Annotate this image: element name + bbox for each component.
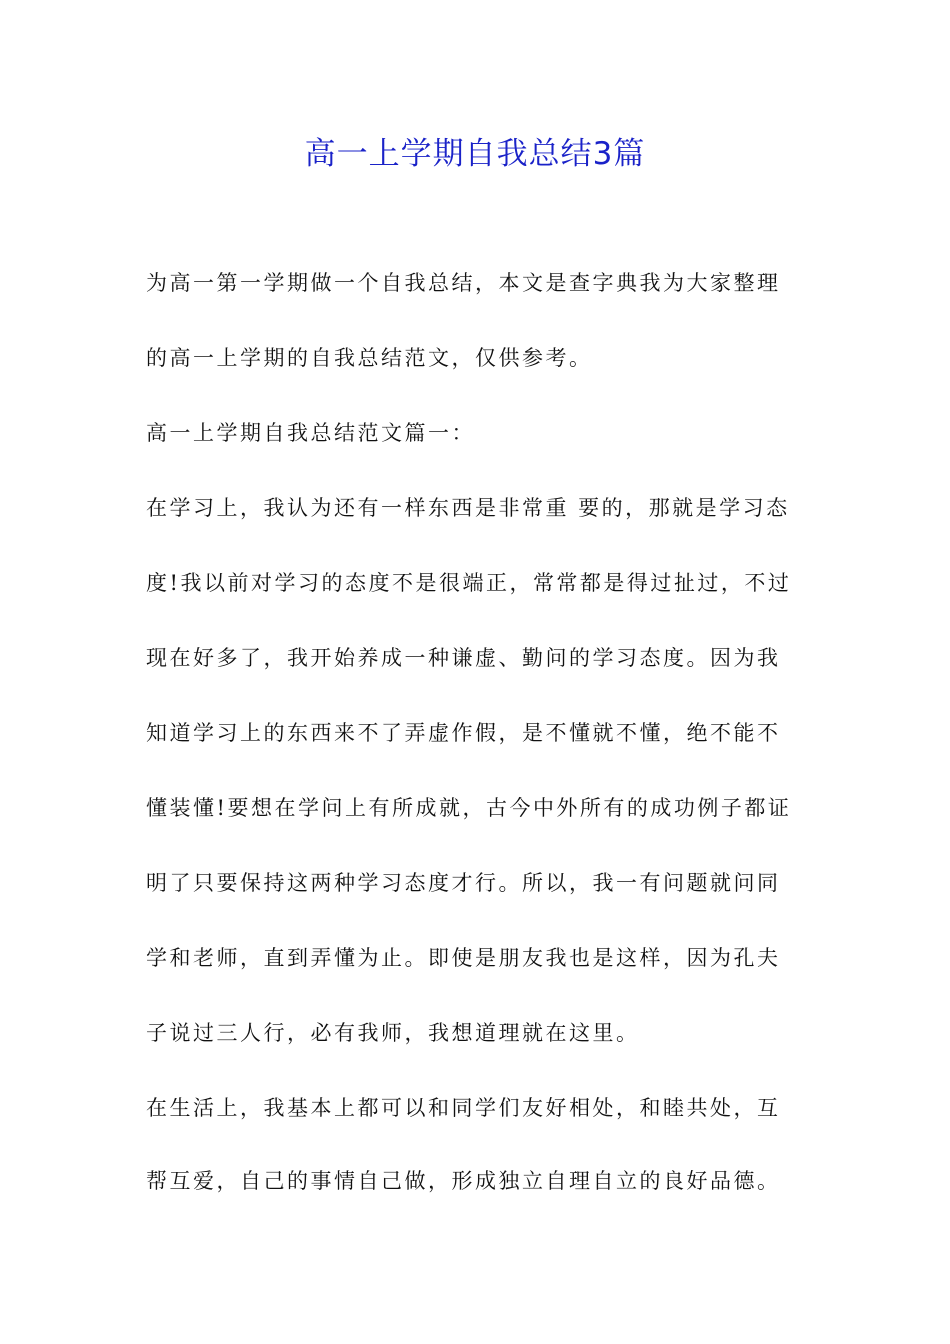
text-line-10: 学和老师，直到弄懂为止。即使是朋友我也是这样，因为孔夫 <box>146 946 781 970</box>
text-line-12: 在生活上，我基本上都可以和同学们友好相处，和睦共处，互 <box>146 1096 781 1120</box>
section-heading-1: 高一上学期自我总结范文篇一： <box>146 421 475 445</box>
text-line-13: 帮互爱，自己的事情自己做，形成独立自理自立的良好品德。 <box>146 1169 781 1193</box>
text-line-2: 的高一上学期的自我总结范文，仅供参考。 <box>146 346 593 370</box>
text-line-5: 度!我以前对学习的态度不是很端正，常常都是得过扯过，不过 <box>146 571 792 595</box>
text-line-7: 知道学习上的东西来不了弄虚作假，是不懂就不懂，绝不能不 <box>146 721 781 745</box>
text-line-11: 子说过三人行，必有我师，我想道理就在这里。 <box>146 1021 640 1045</box>
document-title: 高一上学期自我总结3篇 <box>304 136 646 172</box>
text-line-4: 在学习上，我认为还有一样东西是非常重 要的，那就是学习态 <box>146 496 790 520</box>
text-line-1: 为高一第一学期做一个自我总结，本文是查字典我为大家整理 <box>146 271 781 295</box>
text-line-8: 懂装懂!要想在学问上有所成就，古今中外所有的成功例子都证 <box>146 796 792 820</box>
text-line-6: 现在好多了，我开始养成一种谦虚、勤问的学习态度。因为我 <box>146 646 781 670</box>
text-line-9: 明了只要保持这两种学习态度才行。所以，我一有问题就问同 <box>146 871 781 895</box>
